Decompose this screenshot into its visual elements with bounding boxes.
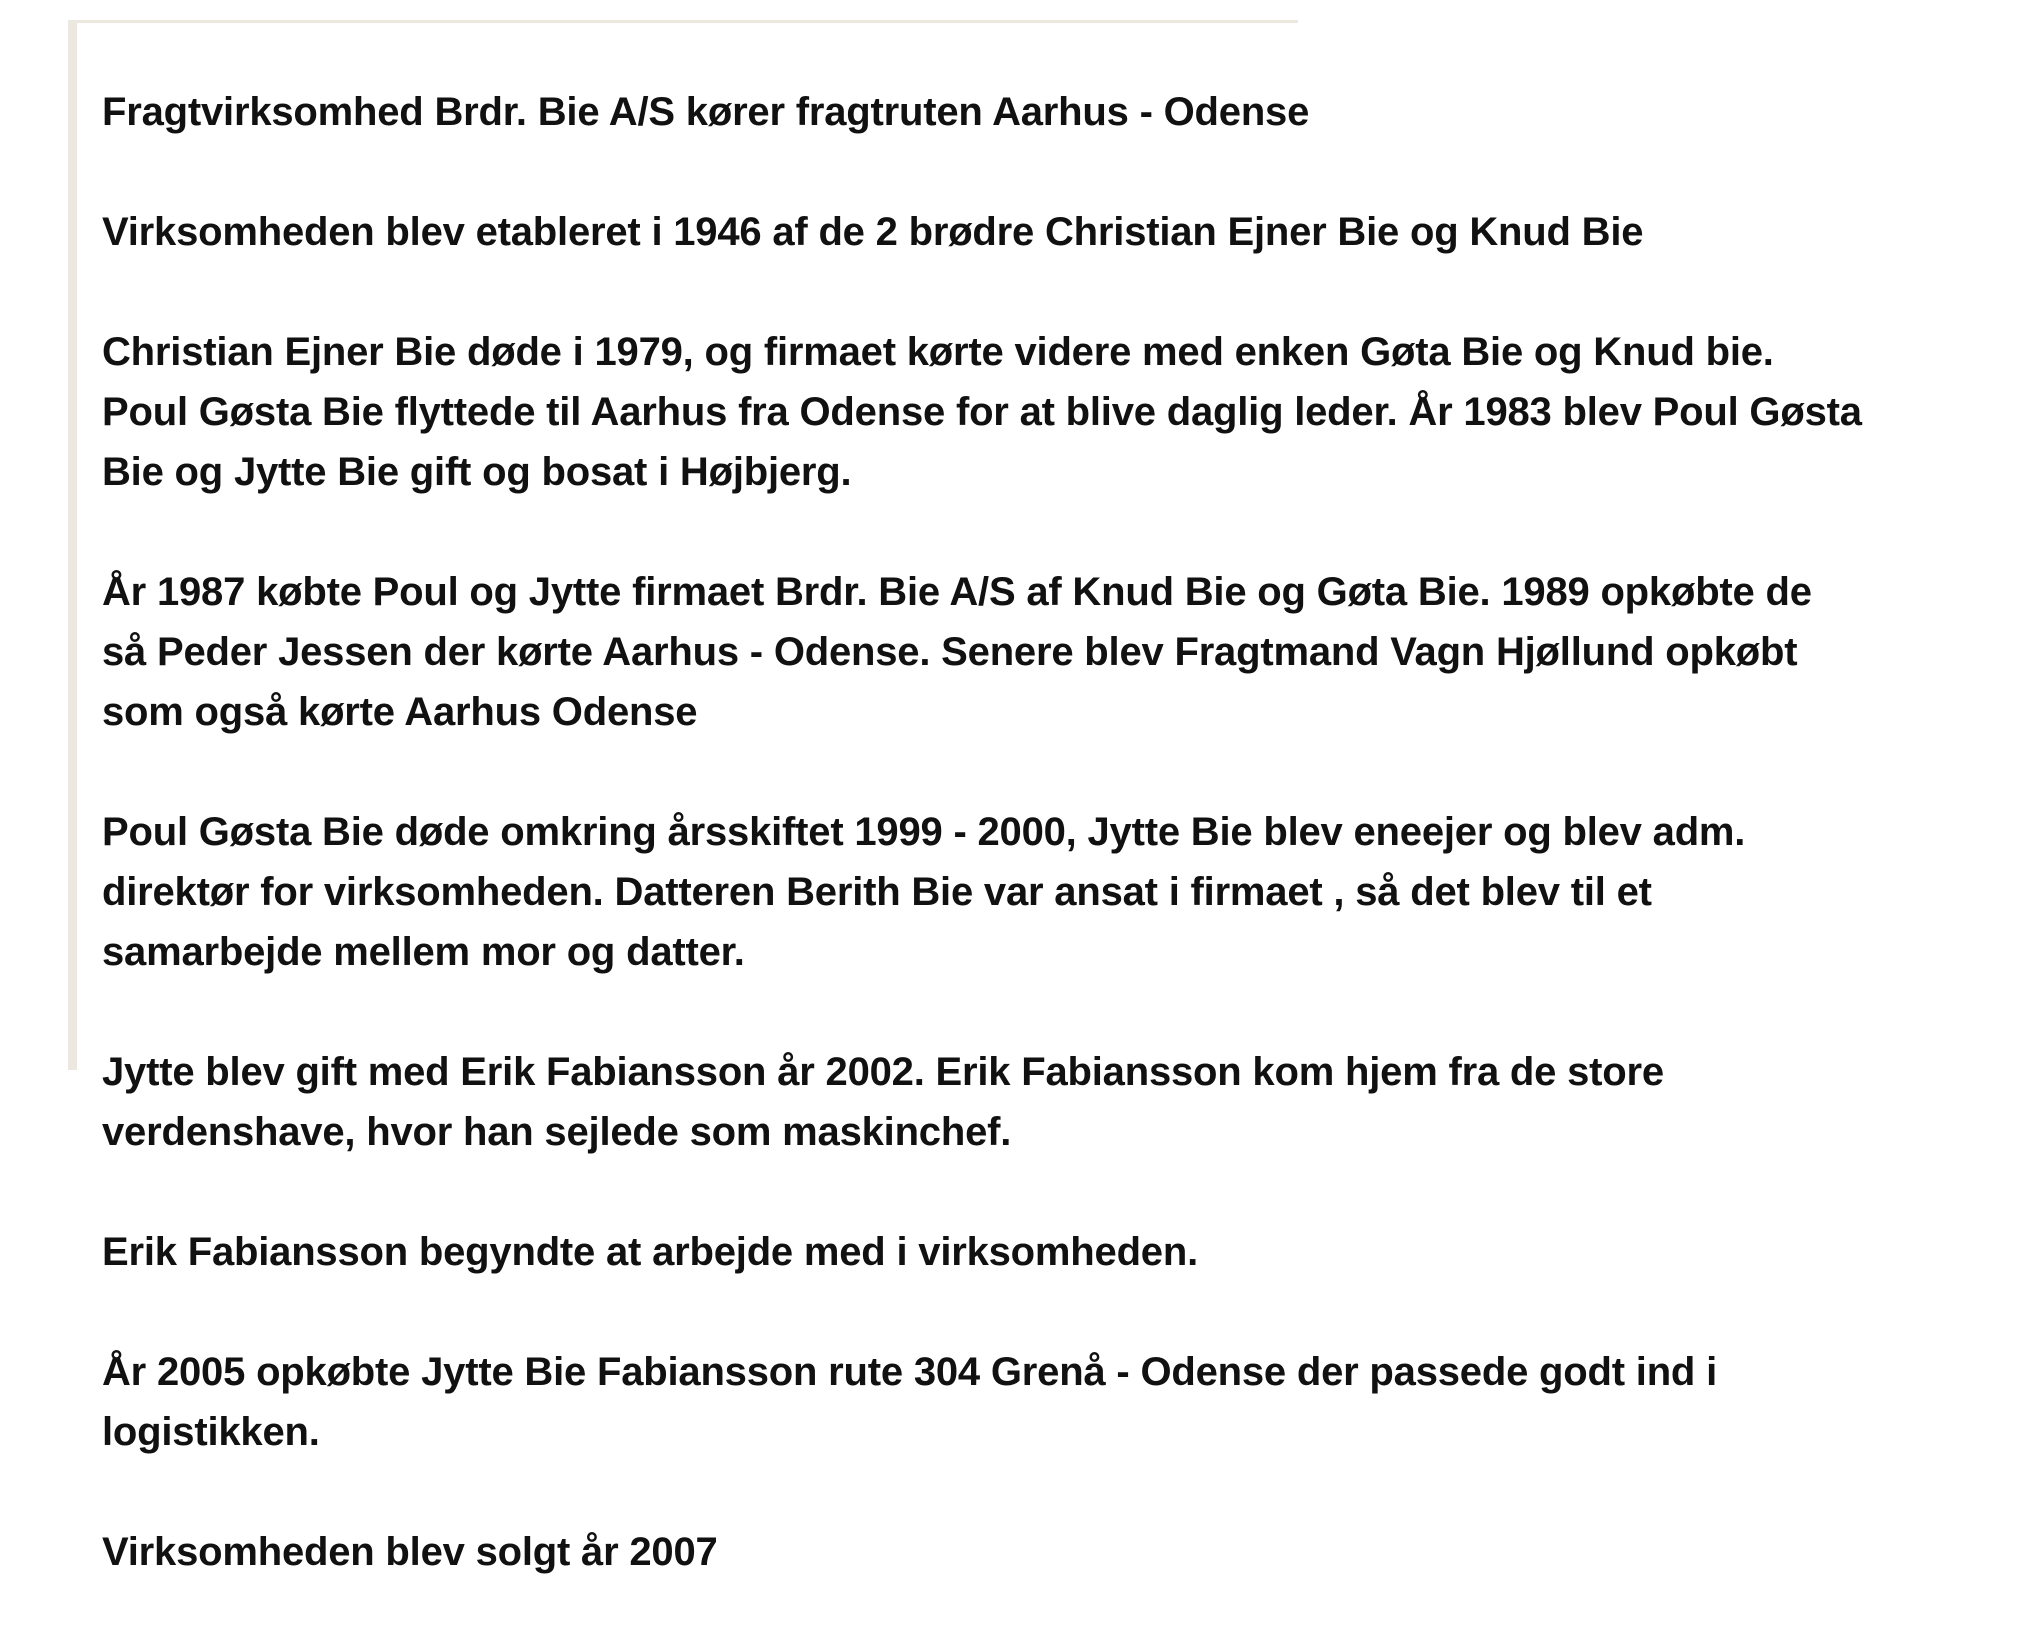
text-line: Poul Gøsta Bie flyttede til Aarhus fra Odense for at blive daglig leder. År 1983 blev Poul Gøsta xyxy=(102,390,1862,434)
paragraph-erik-work xyxy=(102,1222,2032,1282)
paragraph-2005 xyxy=(102,1342,2032,1462)
text-line: som også kørte Aarhus Odense xyxy=(102,690,698,734)
paragraph-2007 xyxy=(102,1522,2032,1582)
text-line: så Peder Jessen der kørte Aarhus - Odense. Senere blev Fragtmand Vagn Hjøllund opkøbt xyxy=(102,630,1798,674)
text-line: År 2005 opkøbte Jytte Bie Fabiansson rute 304 Grenå - Odense der passede godt ind i xyxy=(102,1350,1717,1394)
text-line: Virksomheden blev solgt år 2007 xyxy=(102,1530,718,1574)
paragraph-1979 xyxy=(102,322,2032,502)
paragraph-founding xyxy=(102,202,2032,262)
paragraph-2002 xyxy=(102,1042,2032,1162)
text-line: logistikken. xyxy=(102,1410,320,1454)
document-body xyxy=(102,82,2032,1640)
text-line: Fragtvirksomhed Brdr. Bie A/S kører fragtruten Aarhus - Odense xyxy=(102,90,1310,134)
text-line: År 1987 købte Poul og Jytte firmaet Brdr. Bie A/S af Knud Bie og Gøta Bie. 1989 opkøbte de xyxy=(102,570,1812,614)
text-line: Erik Fabiansson begyndte at arbejde med i virksomheden. xyxy=(102,1230,1198,1274)
text-line: verdenshave, hvor han sejlede som maskinchef. xyxy=(102,1110,1012,1154)
page-left-edge xyxy=(68,20,77,1070)
text-line: samarbejde mellem mor og datter. xyxy=(102,930,745,974)
text-line: Poul Gøsta Bie døde omkring årsskiftet 1999 - 2000, Jytte Bie blev eneejer og blev adm. xyxy=(102,810,1746,854)
text-line: direktør for virksomheden. Datteren Berith Bie var ansat i firmaet , så det blev til et xyxy=(102,870,1652,914)
text-line: Christian Ejner Bie døde i 1979, og firmaet kørte videre med enken Gøta Bie og Knud bie. xyxy=(102,330,1774,374)
text-line: Jytte blev gift med Erik Fabiansson år 2002. Erik Fabiansson kom hjem fra de store xyxy=(102,1050,1664,1094)
text-line: Bie og Jytte Bie gift og bosat i Højbjerg. xyxy=(102,450,852,494)
text-line: Virksomheden blev etableret i 1946 af de 2 brødre Christian Ejner Bie og Knud Bie xyxy=(102,210,1644,254)
paragraph-title xyxy=(102,82,2032,142)
paragraph-1987 xyxy=(102,562,2032,742)
paragraph-2000 xyxy=(102,802,2032,982)
page-top-edge xyxy=(68,20,1298,23)
